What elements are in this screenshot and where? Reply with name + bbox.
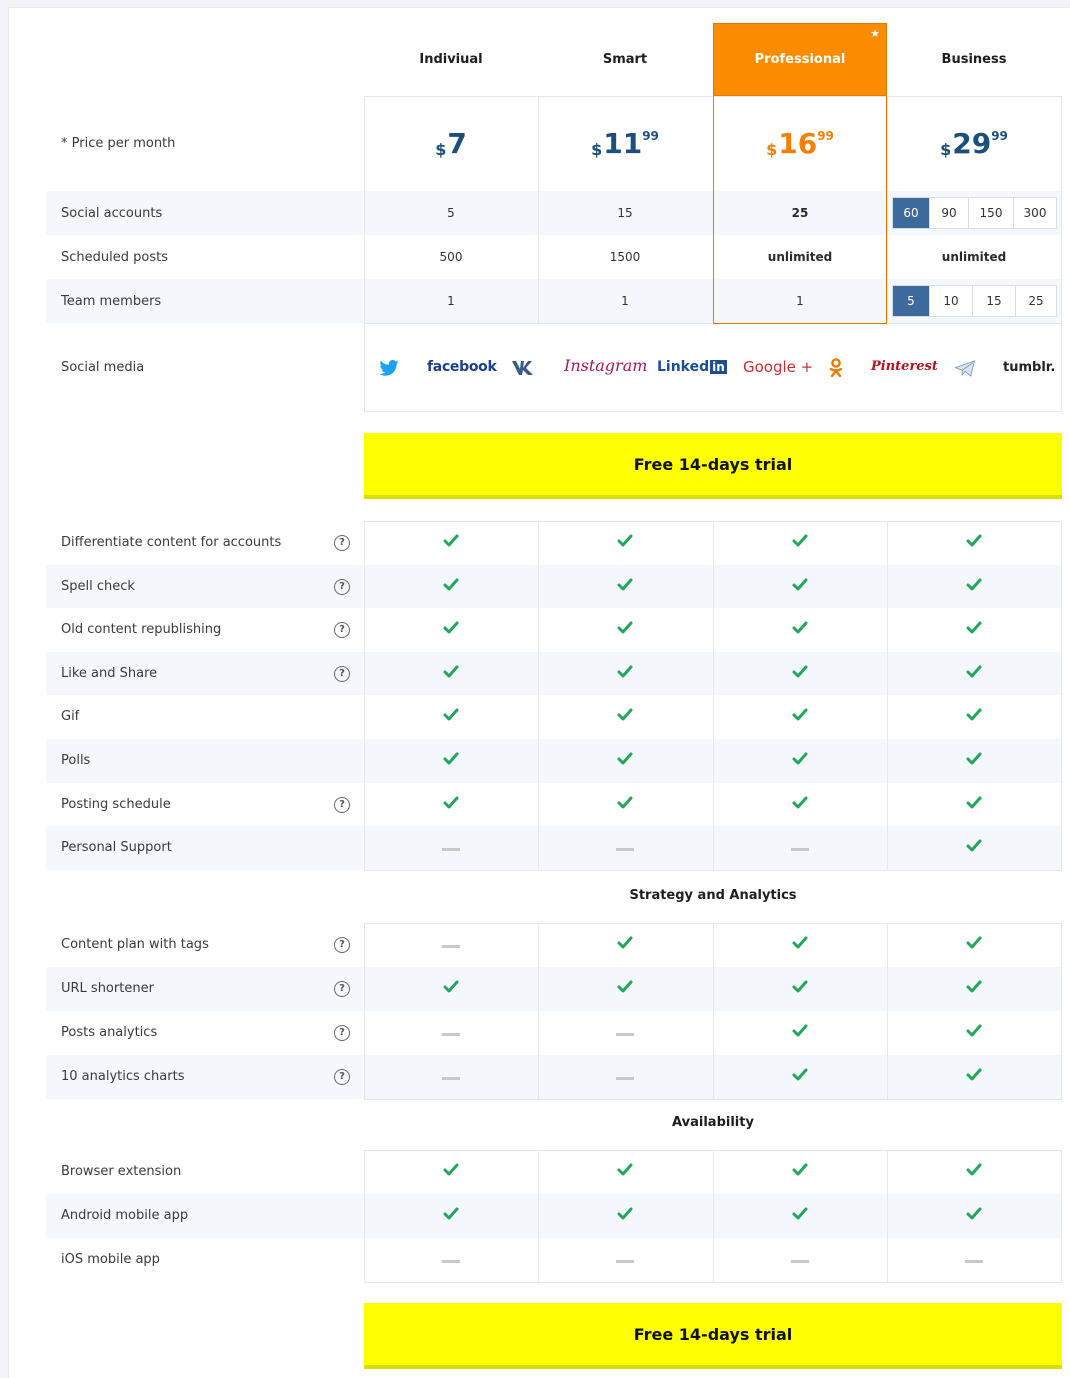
check-icon [443,708,459,722]
pricing-page [8,7,1070,1378]
check-icon [792,1163,808,1177]
social-accounts-option-60[interactable]: 60 [893,198,929,228]
feature-label: Spell check [61,578,135,594]
social-accounts-option-300[interactable]: 300 [1013,198,1056,228]
check-icon [792,1024,808,1038]
help-icon[interactable]: ? [334,937,350,953]
social-accounts-smart: 15 [617,206,633,220]
divider [713,1150,714,1282]
facebook-logo: facebook [427,359,497,375]
check-icon [966,708,982,722]
help-icon[interactable]: ? [334,622,350,638]
free-trial-button-bottom[interactable]: Free 14-days trial [364,1303,1062,1369]
check-icon [792,796,808,810]
check-icon [443,980,459,994]
scheduled-posts-professional: unlimited [767,250,833,264]
dash-icon [616,1260,634,1263]
check-icon [966,1207,982,1221]
check-icon [617,936,633,950]
divider [538,1150,539,1282]
pinterest-logo: Pinterest [871,359,938,374]
price-professional: $ 16 99 [766,127,834,160]
divider [364,411,1062,412]
plan-header-smart: Smart [602,52,648,67]
dash-icon [791,1260,809,1263]
table-row-bg [46,652,1061,696]
feature-label: Browser extension [61,1164,182,1179]
dash-icon [442,1260,460,1263]
help-icon[interactable]: ? [334,981,350,997]
star-icon: ★ [870,27,880,40]
check-icon [966,1068,982,1082]
divider [1061,923,1062,1099]
divider [364,1150,365,1282]
help-icon[interactable]: ? [334,797,350,813]
check-icon [792,980,808,994]
check-icon [617,665,633,679]
feature-label: 10 analytics charts [61,1069,185,1084]
check-icon [617,534,633,548]
divider [538,521,539,870]
divider [1061,521,1062,870]
table-row-bg [46,1194,1061,1238]
divider [364,1282,1062,1283]
price-label: * Price per month [61,136,176,151]
dash-icon [616,1077,634,1080]
twitter-icon [379,360,399,376]
social-media-label: Social media [61,360,145,375]
help-icon[interactable]: ? [334,1069,350,1085]
divider [364,1099,1062,1100]
help-icon[interactable]: ? [334,579,350,595]
team-members-professional: 1 [796,294,804,308]
price-smart: $ 11 99 [591,127,659,160]
feature-label: Android mobile app [61,1208,189,1223]
check-icon [966,578,982,592]
divider [887,521,888,870]
divider [887,96,888,323]
check-icon [443,621,459,635]
free-trial-button[interactable]: Free 14-days trial [364,433,1062,499]
check-icon [966,534,982,548]
feature-label: Polls [61,753,91,768]
team-members-selector [892,285,1057,317]
check-icon [617,621,633,635]
vk-icon [512,361,536,375]
team-members-option-25[interactable]: 25 [1015,286,1056,316]
check-icon [443,665,459,679]
check-icon [617,1163,633,1177]
check-icon [443,578,459,592]
feature-label: Content plan with tags [61,937,209,952]
team-members-individual: 1 [447,294,455,308]
check-icon [966,665,982,679]
divider [1061,1150,1062,1282]
divider [364,923,365,1099]
check-icon [792,936,808,950]
plan-header-business: Business [941,52,1007,67]
plan-header-individual: Indiviual [419,52,483,67]
team-members-smart: 1 [621,294,629,308]
check-icon [792,752,808,766]
feature-label: Differentiate content for accounts [61,535,282,550]
feature-label: Personal Support [61,840,172,856]
social-accounts-professional: 25 [791,206,809,220]
social-accounts-individual: 5 [447,206,455,220]
dash-icon [442,945,460,948]
feature-label: Like and Share [61,665,158,681]
availability-section-title: Availability [672,1115,754,1130]
dash-icon [442,1077,460,1080]
odnoklassniki-icon [829,358,843,378]
instagram-logo: Instagram [564,356,648,375]
check-icon [966,839,982,853]
feature-label: Posts analytics [61,1025,158,1040]
divider [1061,96,1062,411]
table-row-bg [46,967,1061,1011]
divider [364,96,365,411]
feature-label: URL shortener [61,981,154,996]
check-icon [443,1207,459,1221]
check-icon [792,534,808,548]
check-icon [966,936,982,950]
check-icon [966,1024,982,1038]
team-members-option-5[interactable]: 5 [893,286,929,316]
table-row-bg [46,1055,1061,1099]
dash-icon [442,848,460,851]
team-members-label: Team members [61,294,162,309]
check-icon [617,980,633,994]
feature-label: Posting schedule [61,796,171,812]
check-icon [966,621,982,635]
check-icon [966,796,982,810]
price-business: $ 29 99 [940,127,1008,160]
check-icon [443,752,459,766]
help-icon[interactable]: ? [334,1025,350,1041]
plan-header-professional: Professional ★ [713,23,887,96]
check-icon [792,578,808,592]
check-icon [443,1163,459,1177]
divider [713,923,714,1099]
check-icon [443,534,459,548]
linkedin-logo: Linked in [657,359,725,375]
table-row-bg [46,739,1061,783]
table-row-bg [46,826,1061,870]
divider [887,1150,888,1282]
scheduled-posts-smart: 1500 [609,250,641,264]
check-icon [792,665,808,679]
feature-label: iOS mobile app [61,1252,160,1267]
check-icon [617,708,633,722]
social-accounts-option-90[interactable]: 90 [929,198,968,228]
check-icon [792,1207,808,1221]
check-icon [443,796,459,810]
strategy-section-title: Strategy and Analytics [629,888,797,903]
social-accounts-selector [892,197,1057,229]
telegram-icon [954,360,976,377]
dash-icon [442,1033,460,1036]
price-individual: $ 7 [435,127,467,160]
divider [538,923,539,1099]
feature-label: Gif [61,709,80,725]
scheduled-posts-individual: 500 [439,250,463,264]
dash-icon [965,1260,983,1263]
divider [538,96,539,323]
social-accounts-option-150[interactable]: 150 [968,198,1013,228]
dash-icon [616,848,634,851]
dash-icon [791,848,809,851]
divider [364,521,365,870]
check-icon [617,752,633,766]
check-icon [617,1207,633,1221]
check-icon [792,708,808,722]
google-plus-logo: Google + [743,358,814,376]
divider [364,870,1062,871]
check-icon [617,578,633,592]
team-members-option-15[interactable]: 15 [972,286,1015,316]
check-icon [966,1163,982,1177]
dash-icon [616,1033,634,1036]
check-icon [792,621,808,635]
check-icon [966,980,982,994]
check-icon [792,1068,808,1082]
feature-label: Old content republishing [61,622,222,638]
social-accounts-label: Social accounts [61,206,163,221]
divider [887,923,888,1099]
table-row-bg [46,565,1061,609]
tumblr-logo: tumblr. [1003,360,1056,375]
scheduled-posts-business: unlimited [941,250,1007,264]
divider [713,521,714,870]
scheduled-posts-label: Scheduled posts [61,250,168,265]
professional-highlight-frame [713,96,887,324]
check-icon [966,752,982,766]
check-icon [617,796,633,810]
help-icon[interactable]: ? [334,666,350,682]
team-members-option-10[interactable]: 10 [929,286,972,316]
help-icon[interactable]: ? [334,535,350,551]
